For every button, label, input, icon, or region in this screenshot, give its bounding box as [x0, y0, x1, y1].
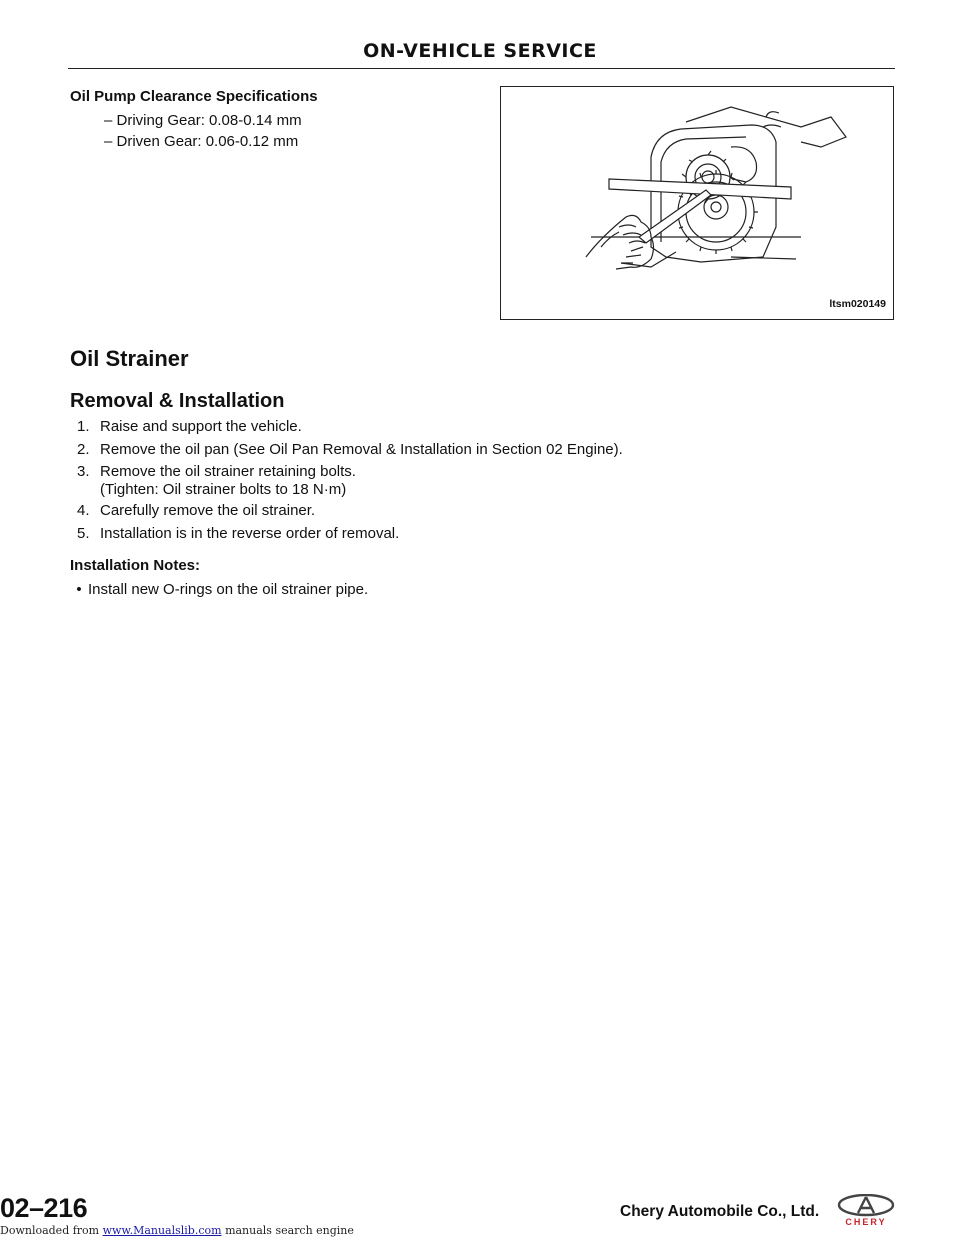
- figure-id-label: ltsm020149: [829, 298, 886, 310]
- page-number: 02–216: [0, 1193, 88, 1223]
- step-number: 2.: [77, 441, 90, 458]
- step-number: 3.: [77, 463, 90, 480]
- installation-note-item: [70, 581, 368, 598]
- download-footer: [0, 1224, 354, 1237]
- spec-item-driving-gear: – Driving Gear: 0.08-0.14 mm: [104, 112, 302, 129]
- step-number: 5.: [77, 525, 90, 542]
- step-2: [77, 441, 623, 458]
- step-3-torque-note: (Tighten: Oil strainer bolts to 18 N·m): [100, 481, 347, 498]
- page-header-title: ON-VEHICLE SERVICE: [363, 40, 597, 62]
- company-name: Chery Automobile Co., Ltd.: [620, 1203, 820, 1220]
- feeler-gauge-illustration: [501, 87, 893, 319]
- chery-logo: [836, 1194, 896, 1228]
- oil-pump-clearance-figure: [500, 86, 894, 320]
- header-divider: [68, 68, 895, 69]
- step-4: [77, 502, 315, 519]
- download-prefix: Downloaded from: [0, 1224, 100, 1237]
- section-subtitle: Removal & Installation: [70, 390, 285, 412]
- download-suffix: manuals search engine: [225, 1224, 354, 1237]
- step-text: Installation is in the reverse order of removal.: [100, 525, 400, 542]
- bullet-icon: •: [76, 581, 82, 598]
- step-5: [77, 525, 399, 542]
- step-number: 1.: [77, 418, 90, 435]
- step-1: [77, 418, 302, 435]
- step-text: Remove the oil pan (See Oil Pan Removal & Installation in Section 02 Engine).: [100, 441, 623, 458]
- installation-notes-heading: Installation Notes:: [70, 557, 201, 574]
- step-number: 4.: [77, 502, 90, 519]
- installation-note-text: Install new O-rings on the oil strainer pipe.: [88, 581, 369, 598]
- step-3: [77, 463, 356, 480]
- step-text: Remove the oil strainer retaining bolts.: [100, 463, 356, 480]
- step-text: Carefully remove the oil strainer.: [100, 502, 316, 519]
- spec-item-driven-gear: – Driven Gear: 0.06-0.12 mm: [104, 133, 299, 150]
- section-title: Oil Strainer: [70, 346, 189, 371]
- logo-wordmark: CHERY: [845, 1217, 887, 1227]
- manualslib-link[interactable]: www.Manualslib.com: [102, 1224, 222, 1237]
- spec-heading: Oil Pump Clearance Specifications: [70, 88, 318, 105]
- step-text: Raise and support the vehicle.: [100, 418, 302, 435]
